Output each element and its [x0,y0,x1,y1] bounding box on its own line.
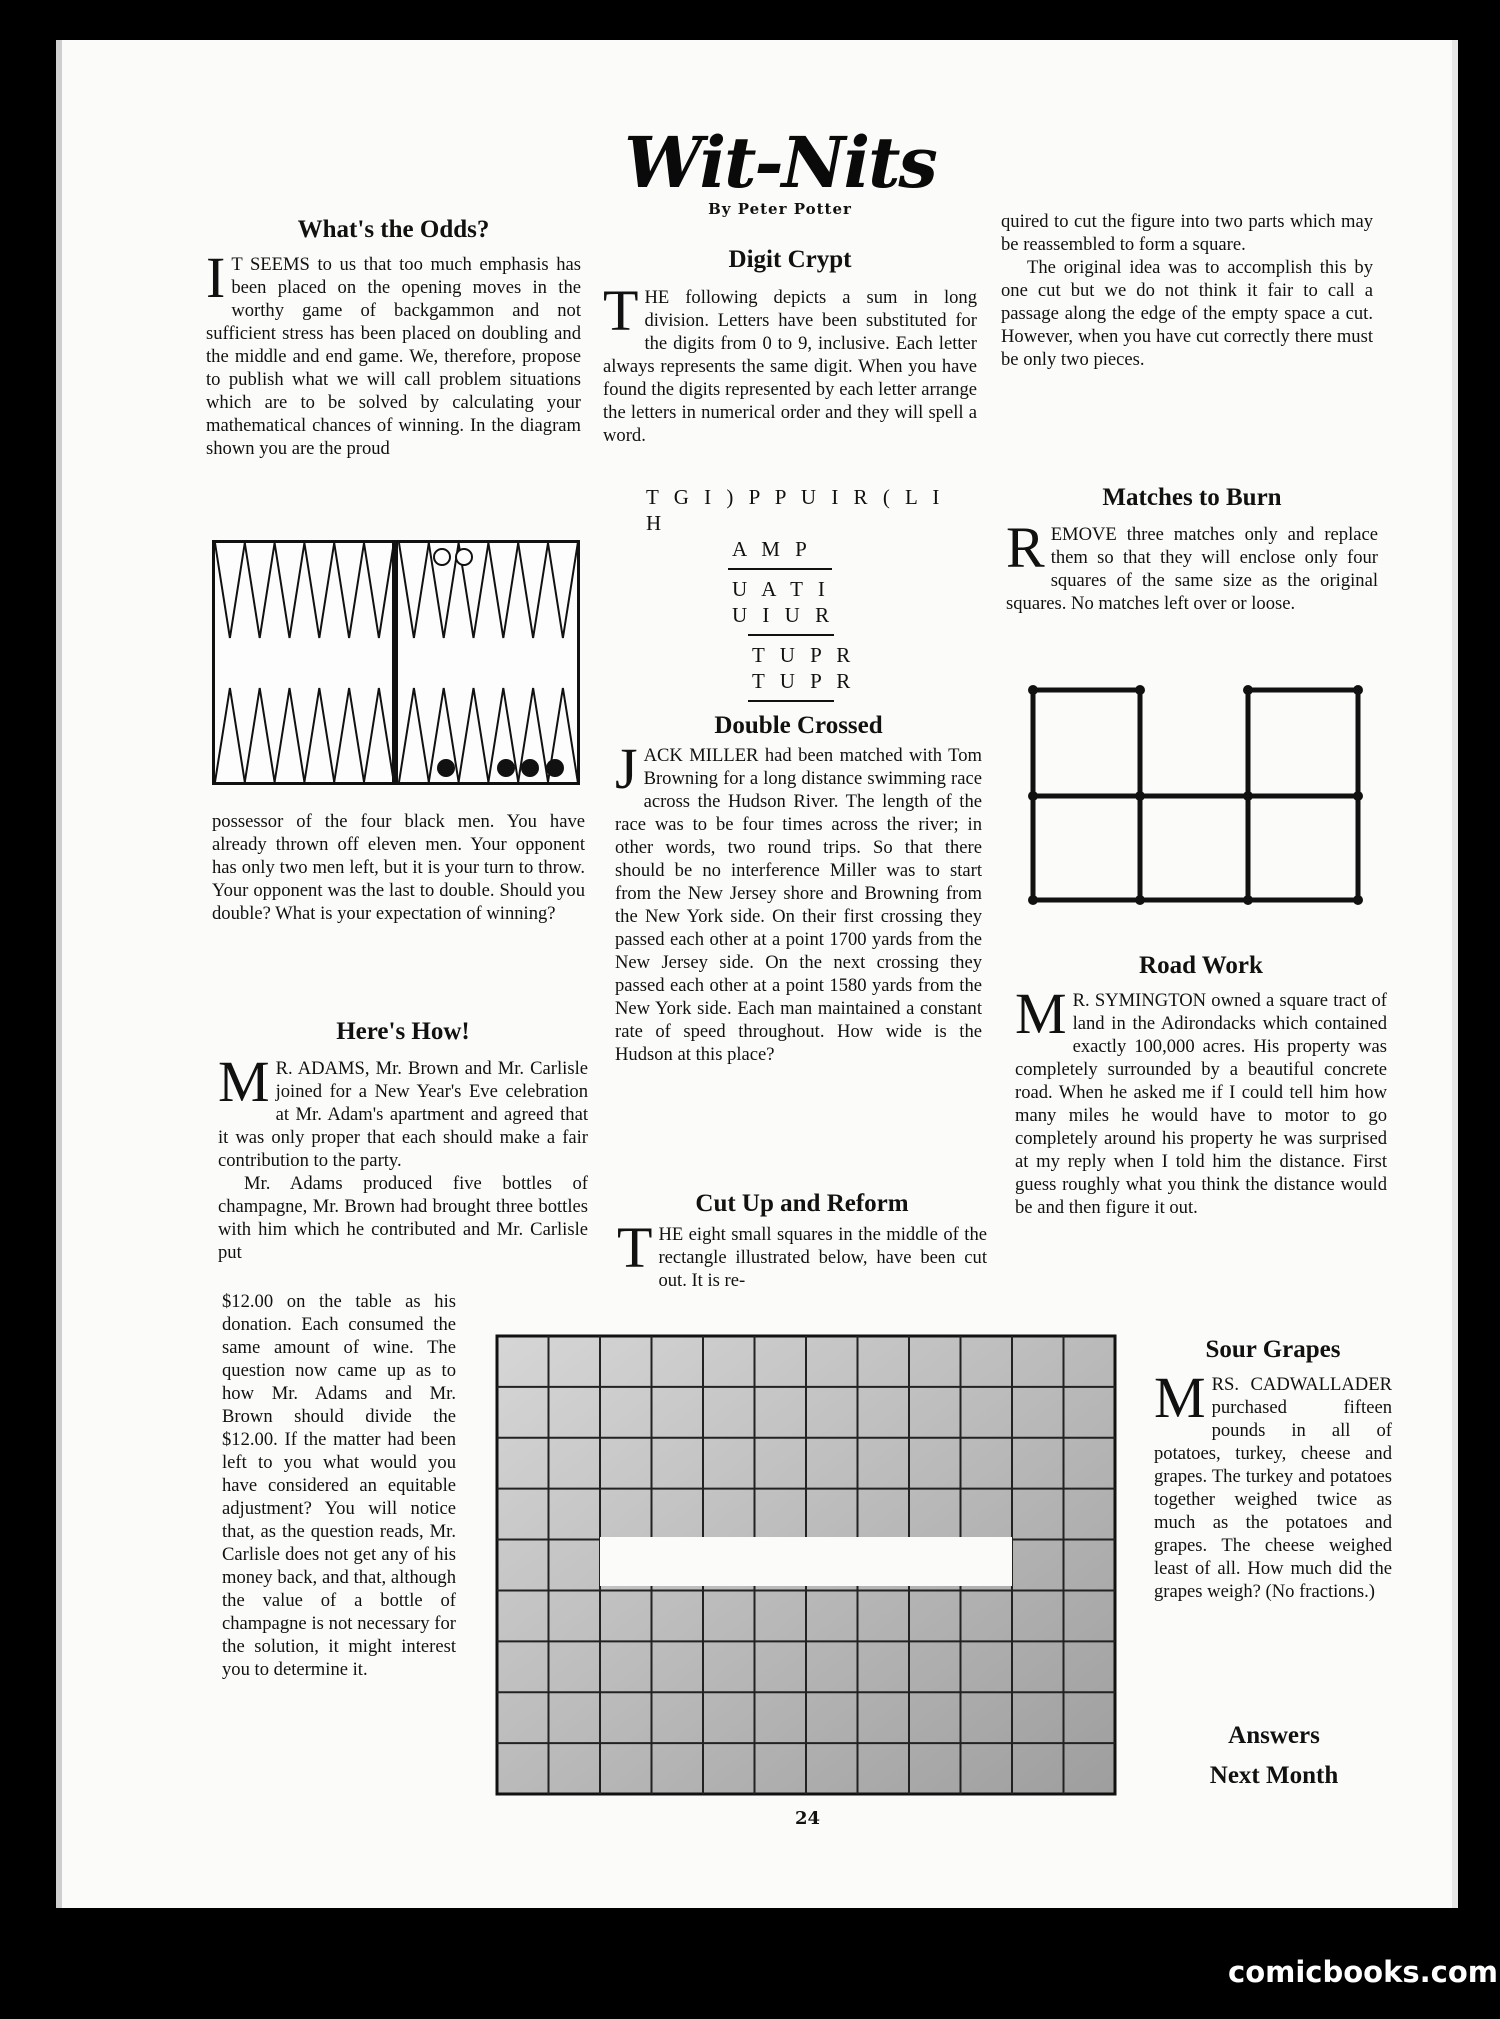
division-line-1: T G I ) P P U I R ( L I H [646,485,945,535]
matches-paragraph: REMOVE three matches only and replace them so that they will enclose only four squares of the same size as the original squares. No matches left over or loose. [1006,515,1378,614]
watermark: comicbooks.com [1228,1955,1498,1989]
digit-crypt-heading: Digit Crypt [728,246,852,273]
division-line-4: U I U R [732,603,835,627]
page-right-edge [1452,40,1458,1908]
byline: By Peter Potter [708,200,852,218]
masthead-title: Wit-Nits [624,121,936,204]
cut-out-hole [600,1537,1012,1586]
digit-crypt-article [603,246,977,447]
cut-up-paragraph-2: quired to cut the figure into two parts which may be reassembled to form a square. [1001,211,1373,255]
matches-dropcap: R [1006,515,1045,580]
division-line-6: T U P R [752,669,856,693]
odds-paragraph-2: possessor of the four black men. You have already thrown off eleven men. Your opponent has only two men left, but it is your turn to throw. Your opponent was the last to double. Should you double? What is your expectation of winning? [212,811,585,924]
sour-grapes-heading: Sour Grapes [1205,1336,1341,1363]
division-rule-3 [748,700,834,702]
road-work-paragraph: M R. SYMINGTON owned a square tract of land in the Adirondacks which contained exactly 100,000 acres. His property was completely surrounded by a beautiful concrete road. When he asked me if I could tell him how many miles he would have to motor to go completely around his property he was surprised at my reply when I told him the distance. First guess roughly what you think the distance would be and then figure it out. [1015,981,1387,1218]
answers-line-2: Next Month [1209,1762,1339,1789]
division-rule-1 [728,568,832,570]
road-work-dropcap: M [1015,981,1067,1046]
cut-up-paragraph: THE eight small squares in the middle of the rectangle illustrated below, have been cut out. It is re- [617,1215,987,1291]
heres-how-paragraph-2: Mr. Adams produced five bottles of champagne, Mr. Brown had brought three bottles with him which he contributed and Mr. Carlisle put [218,1173,588,1263]
heres-how-column-narrow [222,1290,456,1681]
cut-up-continued [1001,210,1373,371]
odds-continued [212,810,585,925]
odds-paragraph-1: I T SEEMS to us that too much emphasis has been placed on the opening moves in the worthy game of backgammon and not sufficient stress has been placed on doubling and the middle and end game. We, therefore, propose to publish what we will call problem situations which are to be solved by calculating your mathematical chances of winning. In the diagram shown you are the proud [206,245,581,459]
road-work-heading: Road Work [1139,952,1263,979]
double-crossed-paragraph: JACK MILLER had been matched with Tom Browning for a long distance swimming race across the Hudson River. The length of the race was to be four times across the river; in other words, two round trips. So that there should be no interference Miller was to start from the New Jersey shore and Browning from the New York side. On their first crossing they passed each other at a point 1700 yards from the New Jersey side. On the next crossing they passed each other at a point 1580 yards from the New York side. Each man maintained a constant rate of speed throughout. How wide is the Hudson at this place? [615,736,982,1065]
division-line-3: U A T I [732,577,830,601]
sour-grapes-article [1154,1336,1392,1603]
heres-how-dropcap: M [218,1049,270,1114]
road-work-article [1015,952,1387,1219]
odds-heading: What's the Odds? [297,216,490,243]
matches-article [1006,484,1378,615]
long-division-puzzle [646,484,966,702]
cut-up-article [617,1190,987,1292]
double-crossed-heading: Double Crossed [714,712,883,739]
division-line-2: A M P [732,537,812,561]
sour-grapes-paragraph: MRS. CADWALLADER purchased fifteen pounds in all of potatoes, turkey, cheese and grapes. The turkey and potatoes together weighed twice as much as the potatoes and grapes. The cheese weighed least of all. How much did the grapes weigh? (No fractions.) [1154,1365,1392,1602]
cut-up-heading: Cut Up and Reform [695,1190,909,1217]
heres-how-paragraph-1: M R. ADAMS, Mr. Brown and Mr. Carlisle joined for a New Year's Eve celebration at Mr. Adam's apartment and agreed that it was only proper that each should make a fair contribution to the party. [218,1049,588,1171]
double-crossed-dropcap: J [615,736,638,801]
division-rule-2 [748,634,834,636]
cut-up-paragraph-3: The original idea was to accomplish this by one cut but we do not think it fair to call a passage along the edge of the empty space a cut. However, when you have cut correctly there must be only two pieces. [1001,257,1373,370]
cut-rectangle-grid-diagram [495,1334,1117,1796]
heres-how-article [218,1018,588,1264]
matches-heading: Matches to Burn [1102,484,1282,511]
sour-grapes-dropcap: M [1154,1365,1206,1430]
page-number: 24 [795,1808,821,1829]
answers-line-1: Answers [1228,1722,1320,1749]
cut-up-dropcap: T [617,1215,653,1280]
double-crossed-article [615,712,982,1066]
matchstick-squares-diagram [1027,682,1367,906]
answers-note [1164,1722,1384,1790]
heres-how-heading: Here's How! [336,1018,470,1045]
heres-how-paragraph-3: $12.00 on the table as his donation. Each consumed the same amount of wine. The question now came up as to how Mr. Adams and Mr. Brown should divide the $12.00. If the matter had been left to you what would you have considered an equitable adjustment? You will notice that, as the question reads, Mr. Carlisle does not get any of his money back, and that, although the value of a bottle of champagne is not necessary for the solution, it might interest you to determine it. [222,1291,456,1680]
division-line-5: T U P R [752,643,856,667]
digit-crypt-dropcap: T [603,278,639,343]
backgammon-board-diagram [212,540,580,785]
digit-crypt-paragraph: THE following depicts a sum in long division. Letters have been substituted for the digits from 0 to 9, inclusive. Each letter always represents the same digit. When you have found the digits represented by each letter arrange the letters in numerical order and they will spell a word. [603,278,977,446]
odds-dropcap: I [206,245,226,310]
odds-article [206,216,581,460]
